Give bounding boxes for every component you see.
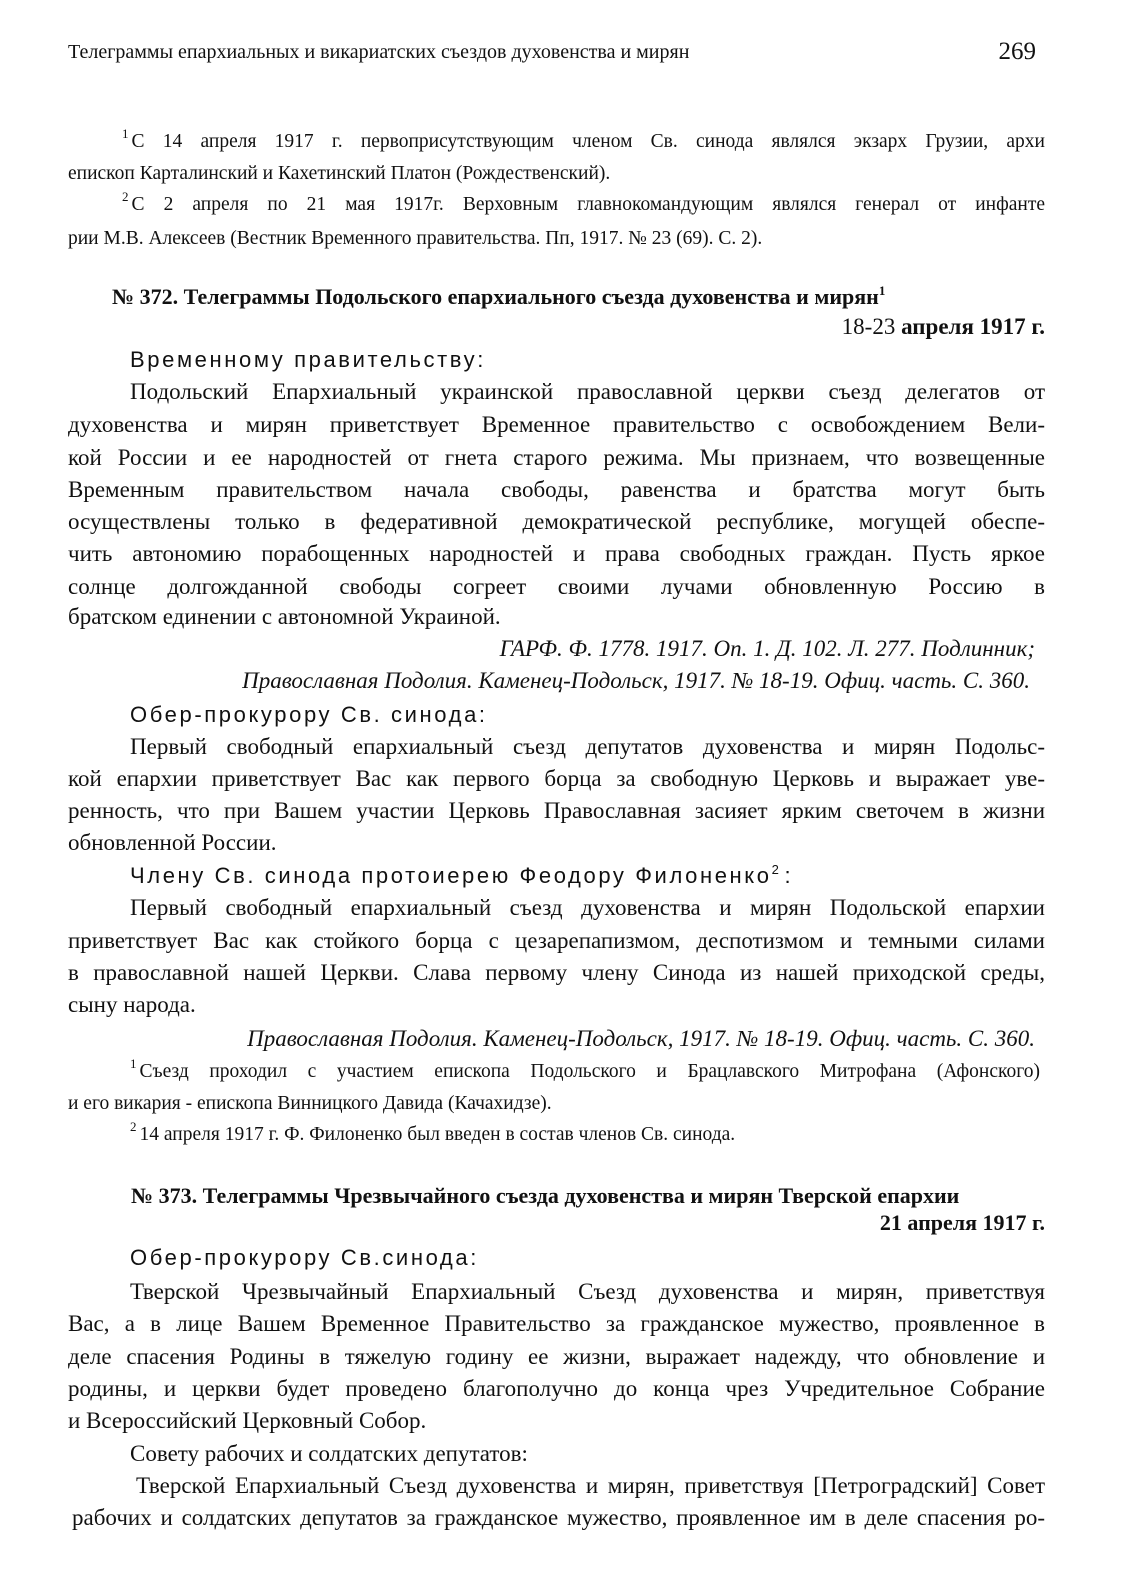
archive-citation — [68, 634, 1035, 664]
text-line — [68, 958, 1045, 988]
line-text: в православной нашей Церкви. Слава первому члену Синода из нашей приходской среды, — [68, 960, 1045, 985]
line-text: и его викария - епископа Винницкого Давида (Качахидзе). — [68, 1093, 552, 1114]
text-line — [68, 410, 1045, 440]
line-text: епископ Карталинский и Кахетинский Платон (Рождественский). — [68, 163, 611, 184]
text-line — [72, 1503, 1045, 1533]
line-text: : — [784, 863, 794, 888]
archive-citation — [68, 666, 1030, 696]
line-text: приветствует Вас как стойкого борца с цезарепапизмом, деспотизмом и темными силами — [68, 928, 1045, 953]
footnote — [122, 127, 1045, 157]
text-line — [130, 732, 1045, 762]
line-text: 18-23 — [841, 314, 902, 339]
line-text: Съезд проходил с участием епископа Подольского и Брацлавского Митрофана (Афонского) — [139, 1061, 1040, 1082]
line-text: Тверской Епархиальный Съезд духовенства и мирян, приветствуя [Петроградский] Совет — [136, 1473, 1045, 1498]
line-text: духовенства и мирян приветствует Временное правительство с освобождением Вели- — [68, 412, 1045, 437]
footnote — [68, 1089, 1045, 1119]
text-line — [68, 796, 1045, 826]
addressee — [130, 1243, 1045, 1273]
line-text: рабочих и солдатских депутатов за гражданское мужество, проявленное им в деле спасения ро- — [72, 1505, 1045, 1530]
line-text: сыну народа. — [68, 992, 196, 1017]
line-text: С 2 апреля по 21 мая 1917г. Верховным главнокомандующим являлся генерал от инфанте — [131, 194, 1045, 215]
text-line — [130, 1277, 1045, 1307]
page-number — [900, 37, 1036, 67]
line-text: Вас, а в лице Вашем Временное Правительство за гражданское мужество, проявленное в — [68, 1311, 1045, 1336]
line-text: осуществлены только в федеративной демократической республике, могущей обеспе- — [68, 509, 1045, 534]
footnote-mark[interactable]: 2 — [771, 862, 782, 877]
text-line — [68, 1406, 1045, 1436]
line-text: Первый свободный епархиальный съезд депутатов духовенства и мирян Подольс- — [130, 734, 1045, 759]
line-text: Подольский Епархиальный украинской православной церкви съезд делегатов от — [130, 379, 1045, 404]
footnote — [130, 1057, 1040, 1087]
line-text: 21 апреля 1917 г. — [879, 1210, 1045, 1235]
footnote — [68, 224, 1045, 254]
footnote — [68, 159, 1045, 189]
document-date — [68, 312, 1045, 342]
line-text: апреля 1917 г. — [901, 314, 1045, 339]
line-text: 14 апреля 1917 г. Ф. Филоненко был введен в состав членов Св. синода. — [139, 1124, 736, 1145]
footnote — [130, 1120, 1045, 1150]
line-text: обновленной России. — [68, 830, 277, 855]
line-text: ГАРФ. Ф. 1778. 1917. Оп. 1. Д. 102. Л. 277. Подлинник; — [499, 636, 1035, 661]
line-text: Члену Св. синода протоиерею Феодору Филоненко — [130, 863, 772, 888]
footnote — [122, 190, 1045, 220]
text-line — [68, 1309, 1045, 1339]
line-text: Православная Подолия. Каменец-Подольск, 1917. № 18-19. Офиц. часть. С. 360. — [242, 668, 1030, 693]
text-line — [68, 1374, 1045, 1404]
addressee — [130, 861, 1045, 891]
line-text: рии М.В. Алексеев (Вестник Временного правительства. Пп, 1917. № 23 (69). С. 2). — [68, 228, 763, 249]
text-line — [68, 828, 1045, 858]
addressee — [130, 700, 1045, 730]
line-text: 269 — [998, 38, 1036, 65]
line-text: кой епархии приветствует Вас как первого борца за свободную Церковь и выражает уве- — [68, 766, 1045, 791]
text-line — [130, 377, 1045, 407]
archive-citation — [68, 1024, 1035, 1054]
text-line — [68, 572, 1045, 602]
text-line — [68, 926, 1045, 956]
text-line — [68, 507, 1045, 537]
document-heading — [131, 1181, 1030, 1211]
line-text: солнце долгожданной свободы согреет своими лучами обновленную Россию в — [68, 574, 1045, 599]
document-date — [68, 1208, 1045, 1238]
line-text: ренность, что при Вашем участии Церковь Православная засияет ярким светочем в жизни — [68, 798, 1045, 823]
text-line — [68, 1342, 1045, 1372]
line-text: № 372. Телеграммы Подольского епархиального съезда духовенства и мирян — [112, 284, 879, 309]
line-text: и Всероссийский Церковный Собор. — [68, 1408, 427, 1433]
line-text: С 14 апреля 1917 г. первоприсутствующим членом Св. синода являлся экзарх Грузии, архи — [131, 131, 1045, 152]
line-text: Временным правительством начала свободы, равенства и братства могут быть — [68, 477, 1045, 502]
line-text: братском единении с автономной Украиной. — [68, 604, 501, 629]
line-text: Первый свободный епархиальный съезд духовенства и мирян Подольской епархии — [130, 895, 1045, 920]
footnote-mark[interactable]: 2 — [130, 1119, 137, 1134]
line-text: Обер-прокурору Св. синода: — [130, 702, 488, 727]
text-line — [68, 602, 1045, 632]
line-text: Совету рабочих и солдатских депутатов: — [130, 1441, 528, 1466]
text-line — [130, 893, 1045, 923]
text-line — [136, 1471, 1045, 1501]
text-line — [68, 443, 1045, 473]
addressee — [130, 1439, 1045, 1469]
line-text: Тверской Чрезвычайный Епархиальный Съезд духовенства и мирян, приветствуя — [130, 1279, 1045, 1304]
line-text: № 373. Телеграммы Чрезвычайного съезда духовенства и мирян Тверской епархии — [131, 1183, 960, 1208]
line-text: кой России и ее народностей от гнета старого режима. Мы признаем, что возвещенные — [68, 445, 1045, 470]
document-heading — [112, 282, 1045, 312]
text-line — [68, 764, 1045, 794]
line-text: чить автономию порабощенных народностей и права свободных граждан. Пусть яркое — [68, 541, 1045, 566]
line-text: Телеграммы епархиальных и викариатских съездов духовенства и мирян — [68, 41, 690, 63]
text-line — [68, 475, 1045, 505]
line-text: Временному правительству: — [130, 347, 486, 372]
line-text: Обер-прокурору Св.синода: — [130, 1245, 479, 1270]
footnote-mark[interactable]: 1 — [878, 283, 886, 298]
footnote-mark[interactable]: 1 — [130, 1056, 137, 1071]
text-line — [68, 990, 1045, 1020]
footnote-mark[interactable]: 2 — [122, 189, 129, 204]
line-text: Православная Подолия. Каменец-Подольск, 1917. № 18-19. Офиц. часть. С. 360. — [247, 1026, 1035, 1051]
running-header-title — [68, 37, 900, 67]
text-line — [68, 539, 1045, 569]
addressee — [130, 345, 1045, 375]
footnote-mark[interactable]: 1 — [122, 126, 129, 141]
line-text: деле спасения Родины в тяжелую годину ее жизни, выражает надежду, что обновление и — [68, 1344, 1045, 1369]
line-text: родины, и церкви будет проведено благополучно до конца чрез Учредительное Собрание — [68, 1376, 1045, 1401]
